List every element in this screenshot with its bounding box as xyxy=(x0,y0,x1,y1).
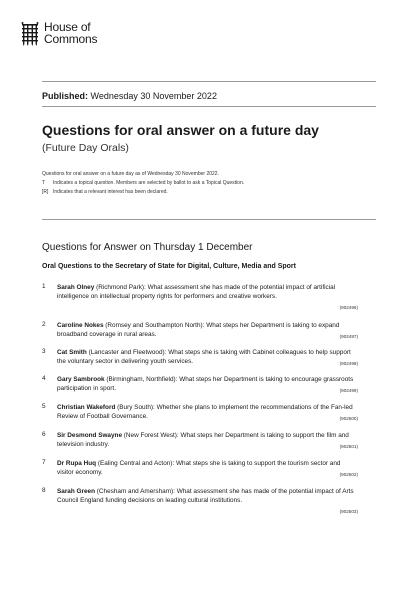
question-item xyxy=(42,348,358,375)
member-name: Sir Desmond Swayne xyxy=(57,432,122,439)
question-text: What steps her Department is taking to support the film and television industry. xyxy=(57,432,349,449)
question-number: 4 xyxy=(42,375,46,382)
question-body xyxy=(57,459,358,487)
question-body xyxy=(57,487,358,525)
question-body xyxy=(57,375,358,403)
note-text: Indicates a topical question. Members are selected by ballot to ask a Topical Question. xyxy=(53,180,245,186)
question-item xyxy=(42,283,358,321)
question-item xyxy=(42,459,358,487)
question-ref: (902501) xyxy=(339,444,358,449)
question-text: What steps her Department is taking to encourage grassroots participation in sport. xyxy=(57,376,354,393)
section-heading: Questions for Answer on Thursday 1 December xyxy=(42,242,253,253)
note-text: Indicates that a relevant interest has been declared. xyxy=(53,189,168,195)
published-line xyxy=(42,91,217,101)
constituency: (Birmingham, Northfield): xyxy=(104,376,180,383)
question-body xyxy=(57,431,358,459)
question-ref: (902502) xyxy=(339,472,358,477)
question-text: Whether she plans to implement the recommendations of the Fan-led Review of Football Governance. xyxy=(57,404,353,421)
logo-line1: House of xyxy=(44,20,91,34)
constituency: (Bury South): xyxy=(115,404,157,411)
question-ref: (902500) xyxy=(339,416,358,421)
question-item xyxy=(42,375,358,403)
question-text: What assessment she has made of the potential impact of Arts Council England funding decisions on leading cultural institutions. xyxy=(57,488,354,505)
divider-published xyxy=(42,106,376,107)
note-row xyxy=(42,179,372,188)
member-name: Caroline Nokes xyxy=(57,322,104,329)
published-label: Published: xyxy=(42,91,89,101)
house-of-commons-logo xyxy=(20,22,97,46)
question-item xyxy=(42,403,358,431)
member-name: Dr Rupa Huq xyxy=(57,460,97,467)
question-item xyxy=(42,431,358,459)
question-number: 5 xyxy=(42,403,46,410)
constituency: (Chesham and Amersham): xyxy=(95,488,177,495)
member-name: Christian Wakeford xyxy=(57,404,116,411)
notes-intro: Questions for oral answer on a future day as of Wednesday 30 November 2022. xyxy=(42,171,219,177)
question-body xyxy=(57,321,358,348)
question-body xyxy=(57,283,358,321)
note-key: [R] xyxy=(42,189,49,195)
question-text: What steps she is taking with Cabinet colleagues to help support the voluntary sector in delivering youth services. xyxy=(57,349,351,366)
question-body xyxy=(57,348,358,375)
question-ref: (902499) xyxy=(339,388,358,393)
constituency: (New Forest West): xyxy=(122,432,181,439)
question-body xyxy=(57,403,358,431)
question-number: 6 xyxy=(42,431,46,438)
portcullis-icon xyxy=(20,22,40,46)
member-name: Cat Smith xyxy=(57,349,87,356)
divider-notes xyxy=(42,219,376,220)
note-key: T xyxy=(42,180,46,186)
published-date: Wednesday 30 November 2022 xyxy=(90,91,217,101)
constituency: (Lancaster and Fleetwood): xyxy=(86,349,169,356)
constituency: (Ealing Central and Acton): xyxy=(96,460,176,467)
constituency: (Richmond Park): xyxy=(94,284,148,291)
question-ref: (902497) xyxy=(339,334,358,339)
member-name: Gary Sambrook xyxy=(57,376,105,383)
constituency: (Romsey and Southampton North): xyxy=(103,322,207,329)
note-row xyxy=(42,188,372,197)
question-text: What steps she is taking to support the tourism sector and visitor economy. xyxy=(57,460,341,477)
logo-text xyxy=(44,22,97,45)
question-number: 2 xyxy=(42,321,46,328)
question-text: What assessment she has made of the potential impact of artificial intelligence on intellectual property rights for performers and creative workers. xyxy=(57,284,336,301)
notes xyxy=(42,170,372,197)
question-ref: (902498) xyxy=(339,361,358,366)
question-number: 3 xyxy=(42,348,46,355)
question-item xyxy=(42,321,358,348)
divider-top xyxy=(42,81,376,82)
question-number: 7 xyxy=(42,459,46,466)
question-number: 1 xyxy=(42,283,46,290)
questions-list xyxy=(42,283,358,525)
page-title: Questions for oral answer on a future day xyxy=(42,122,319,138)
question-number: 8 xyxy=(42,487,46,494)
question-item xyxy=(42,487,358,525)
member-name: Sarah Green xyxy=(57,488,96,495)
department-subheading: Oral Questions to the Secretary of State for Digital, Culture, Media and Sport xyxy=(42,263,296,270)
question-text: What steps her Department is taking to expand broadband coverage in rural areas. xyxy=(57,322,340,339)
question-ref: (902496) xyxy=(339,305,358,310)
logo-line2: Commons xyxy=(44,31,98,46)
member-name: Sarah Olney xyxy=(57,284,95,291)
page-subtitle: (Future Day Orals) xyxy=(42,142,129,154)
question-ref: (902503) xyxy=(339,509,358,514)
